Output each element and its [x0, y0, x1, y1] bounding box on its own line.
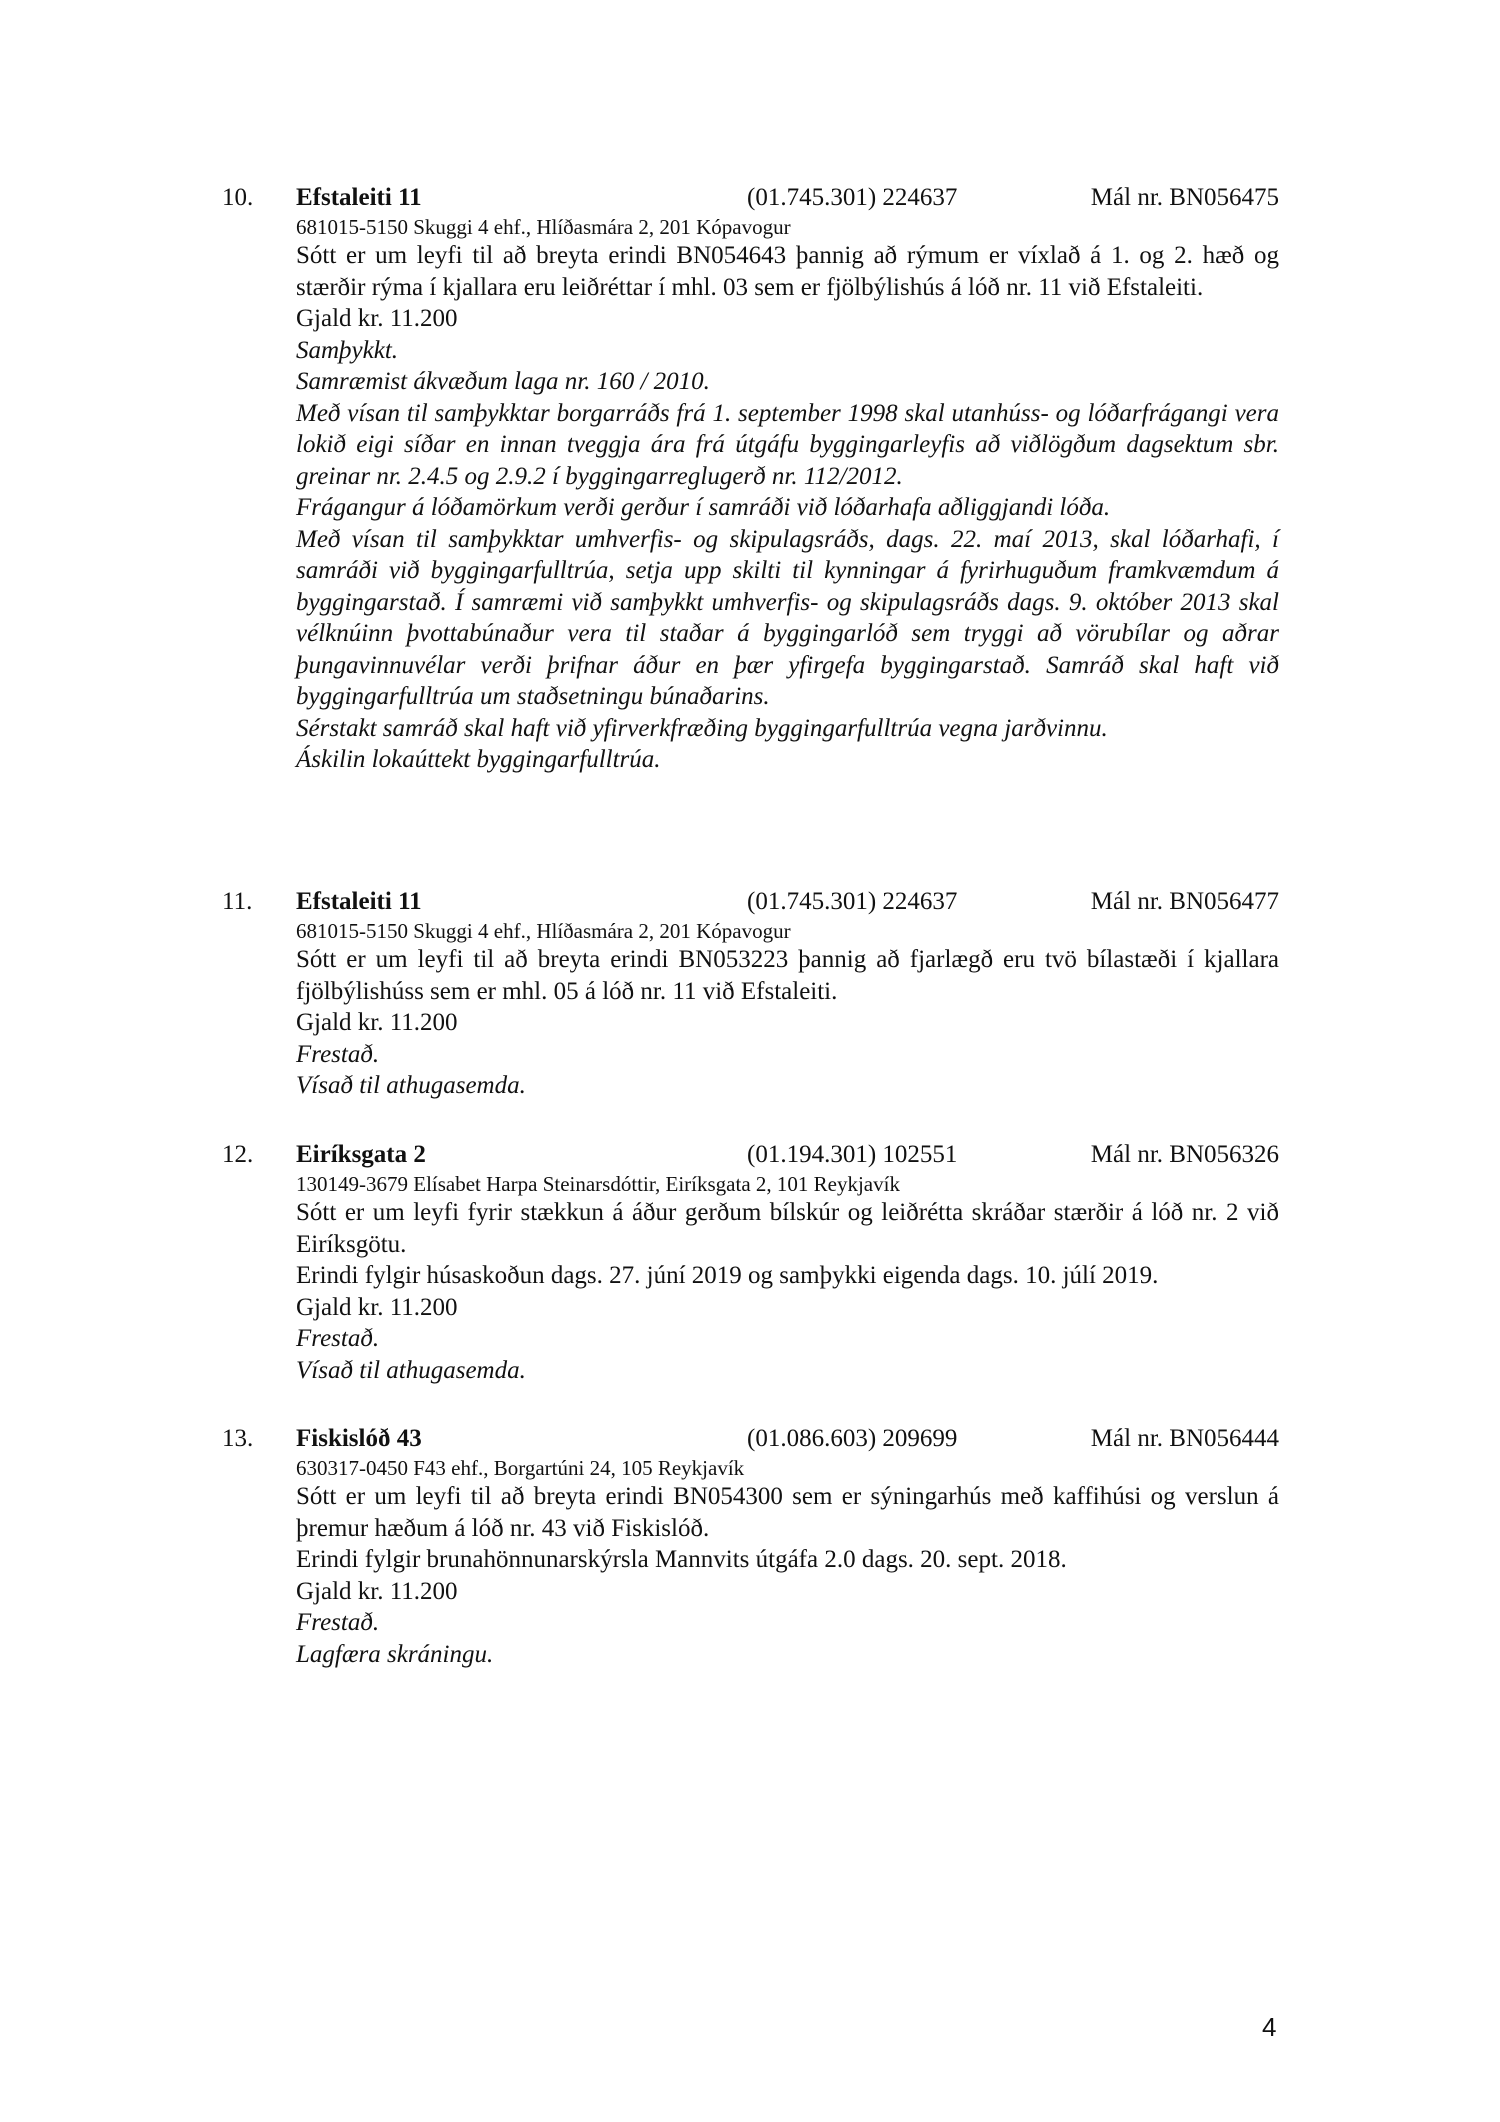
page-number: 4 — [1262, 2012, 1277, 2042]
entry-note: Sérstakt samráð skal haft við yfirverkfræðing byggingarfulltrúa vegna jarðvinnu. — [296, 714, 1108, 742]
entry-description: Sótt er um leyfi til að breyta erindi BN054300 sem er sýningarhús með kaffihúsi og verslun á þremur hæðum á lóð nr. 43 við Fiskislóð. — [296, 1483, 1279, 1542]
entry-description: Sótt er um leyfi til að breyta erindi BN054643 þannig að rýmum er víxlað á 1. og 2. hæð og stærðir rýma í kjallara eru leiðréttar í mhl. 03 sem er fjölbýlishús á lóð nr. 11 við Efstaleiti. — [296, 242, 1279, 301]
entry-case-number: Mál nr. BN056444 — [1090, 1425, 1279, 1452]
entry-decision: Frestað. — [296, 1325, 380, 1352]
entry-applicant: 130149-3679 Elísabet Harpa Steinarsdóttir, Eiríksgata 2, 101 Reykjavík — [296, 1172, 900, 1196]
entry-note: Áskilin lokaúttekt byggingarfulltrúa. — [296, 746, 661, 773]
entry-attachment: Erindi fylgir húsaskoðun dags. 27. júní 2019 og samþykki eigenda dags. 10. júlí 2019. — [296, 1262, 1159, 1289]
entry-decision: Samþykkt. — [296, 336, 399, 364]
entry-reference: (01.086.603) 209699 — [747, 1425, 958, 1452]
case-entry — [0, 1423, 1500, 1670]
entry-reference: (01.194.301) 102551 — [747, 1141, 958, 1168]
entry-body — [296, 1171, 1279, 1386]
entry-applicant: 681015-5150 Skuggi 4 ehf., Hlíðasmára 2, 201 Kópavogur — [296, 215, 791, 239]
entry-reference: (01.745.301) 224637 — [747, 888, 958, 915]
entry-number: 12. — [222, 1141, 254, 1168]
case-entry — [0, 1139, 1500, 1386]
entry-address: Efstaleiti 11 — [296, 184, 422, 211]
entry-number: 13. — [222, 1425, 254, 1452]
entry-note: Vísað til athugasemda. — [296, 1072, 526, 1099]
entry-number: 10. — [222, 184, 254, 211]
entry-decision: Frestað. — [296, 1609, 380, 1636]
entry-note: Með vísan til samþykktar umhverfis- og skipulagsráðs, dags. 22. maí 2013, skal lóðarhafi, í samráði við byggingarfulltrúa, setja upp skilti til kynningar á fyrirhuguðum framkvæmdum á byggingarstað. Í samræmi við samþykkt umhverfis- og skipulagsráðs dags. 9. október 2013 skal vélknúinn þvottabúnaður vera til staðar á byggingarlóð sem tryggi að vörubílar og aðrar þungavinnuvélar verði þrifnar áður en þær yfirgefa byggingarstað. Samráð skal haft við byggingarfulltrúa um staðsetningu búnaðarins. — [296, 525, 1279, 710]
entry-header — [0, 886, 1500, 918]
entry-header — [0, 182, 1500, 214]
entry-note: Vísað til athugasemda. — [296, 1356, 526, 1384]
entry-description: Sótt er um leyfi fyrir stækkun á áður gerðum bílskúr og leiðrétta skráðar stærðir á lóð nr. 2 við Eiríksgötu. — [296, 1199, 1279, 1258]
entry-note: Með vísan til samþykktar borgarráðs frá 1. september 1998 skal utanhúss- og lóðarfrágangi vera lokið eigi síðar en innan tveggja ára frá útgáfu byggingarleyfis að viðlögðum dagsektum sbr. greinar nr. 2.4.5 og 2.9.2 í byggingarreglugerð nr. 112/2012. — [296, 399, 1279, 490]
entry-fee: Gjald kr. 11.200 — [296, 1293, 458, 1321]
entry-address: Fiskislóð 43 — [296, 1425, 422, 1452]
entry-applicant: 681015-5150 Skuggi 4 ehf., Hlíðasmára 2, 201 Kópavogur — [296, 919, 791, 943]
entry-body — [296, 214, 1279, 776]
entry-note: Lagfæra skráningu. — [296, 1640, 494, 1668]
entry-number: 11. — [222, 888, 253, 915]
case-entry — [0, 886, 1500, 1102]
entry-case-number: Mál nr. BN056475 — [1090, 184, 1279, 211]
entry-description: Sótt er um leyfi til að breyta erindi BN053223 þannig að fjarlægð eru tvö bílastæði í kjallara fjölbýlishúss sem er mhl. 05 á lóð nr. 11 við Efstaleiti. — [296, 946, 1279, 1005]
entry-fee: Gjald kr. 11.200 — [296, 1577, 458, 1605]
entry-fee: Gjald kr. 11.200 — [296, 1009, 458, 1036]
entry-header — [0, 1423, 1500, 1455]
entry-applicant: 630317-0450 F43 ehf., Borgartúni 24, 105 Reykjavík — [296, 1456, 745, 1480]
entry-attachment: Erindi fylgir brunahönnunarskýrsla Mannvits útgáfa 2.0 dags. 20. sept. 2018. — [296, 1546, 1067, 1573]
entry-address: Efstaleiti 11 — [296, 888, 422, 915]
entry-body — [296, 1455, 1279, 1670]
entry-address: Eiríksgata 2 — [296, 1141, 426, 1168]
entry-case-number: Mál nr. BN056477 — [1090, 888, 1279, 915]
entry-decision: Frestað. — [296, 1040, 380, 1068]
entry-fee: Gjald kr. 11.200 — [296, 305, 458, 332]
entry-body — [296, 918, 1279, 1102]
entry-header — [0, 1139, 1500, 1171]
case-entry — [0, 182, 1500, 776]
entry-case-number: Mál nr. BN056326 — [1090, 1141, 1279, 1168]
entry-note: Frágangur á lóðamörkum verði gerður í samráði við lóðarhafa aðliggjandi lóða. — [296, 494, 1111, 521]
entry-note: Samræmist ákvæðum laga nr. 160 / 2010. — [296, 368, 710, 395]
entry-reference: (01.745.301) 224637 — [747, 184, 958, 211]
